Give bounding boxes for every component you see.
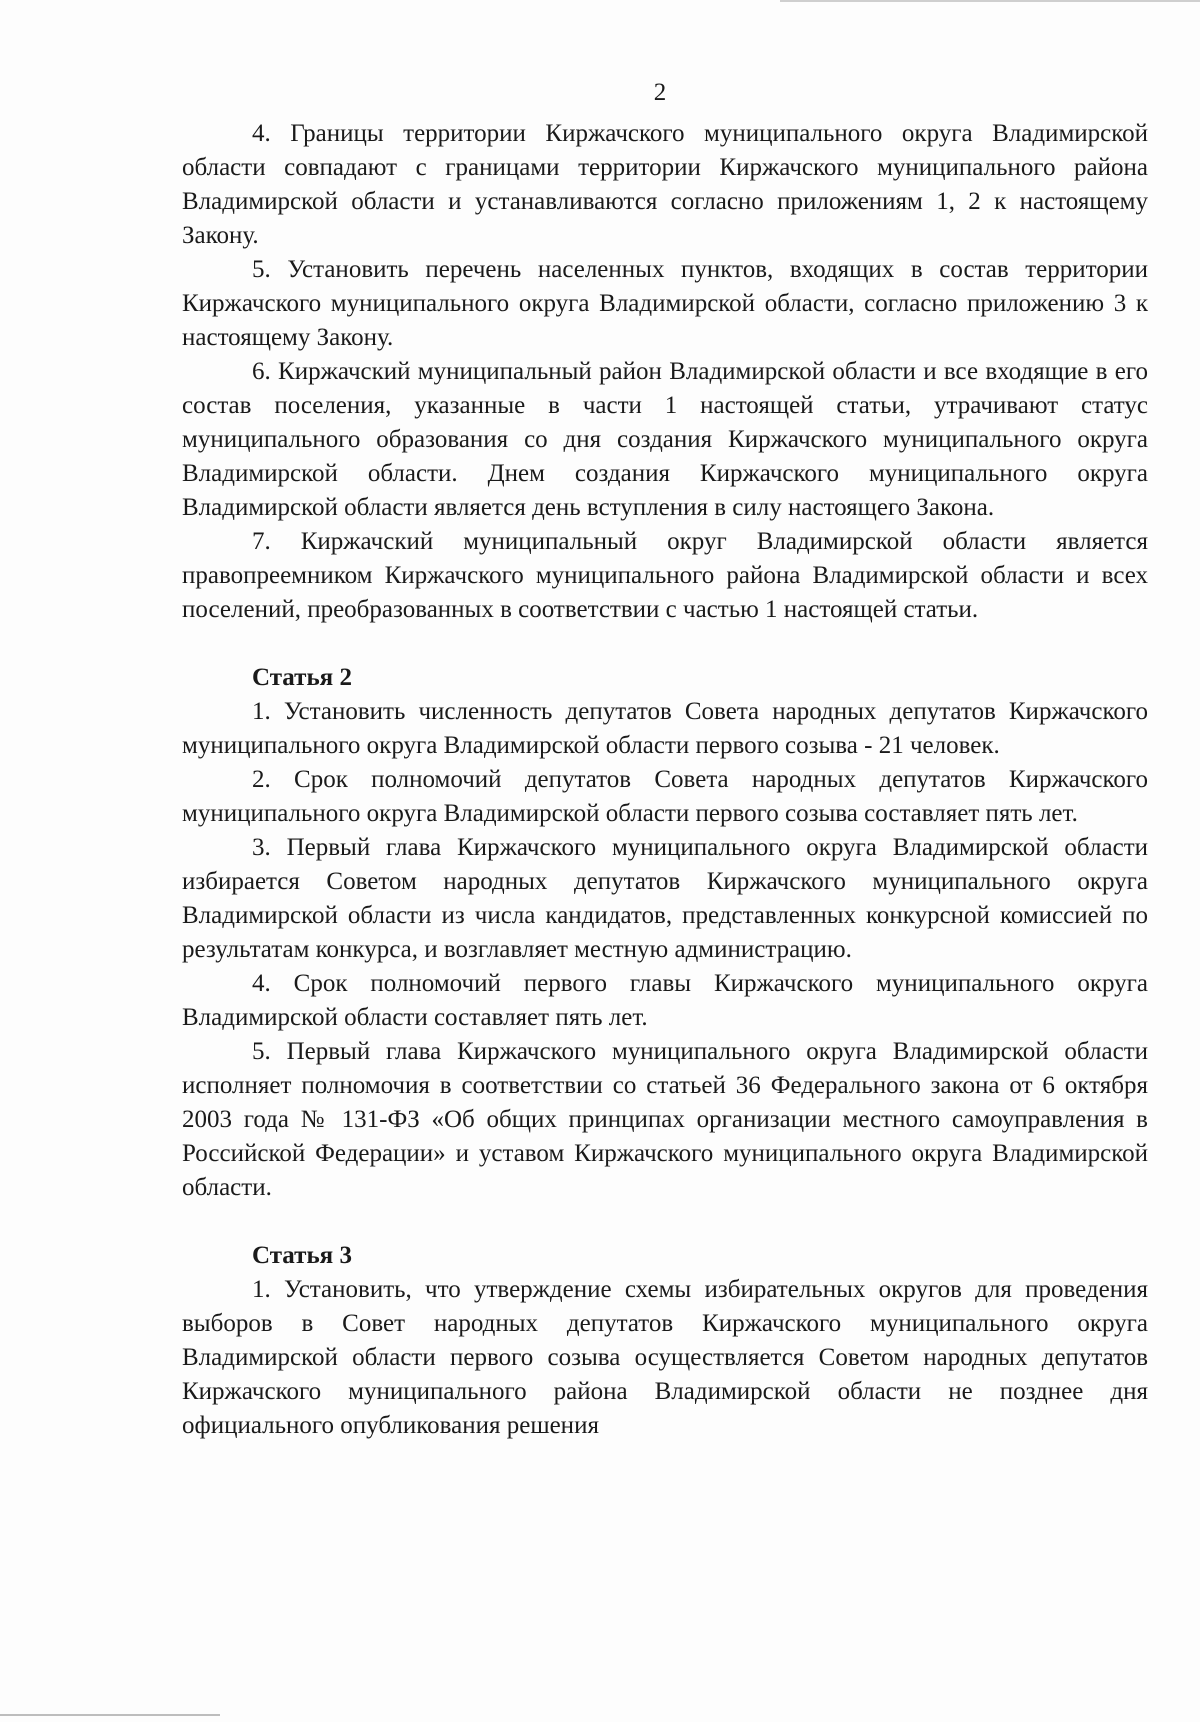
- article-3-title: Статья 3: [252, 1242, 352, 1269]
- article-1-part-4: 4. Границы территории Киржачского муниципального округа Владимирской области совпадают с границами территории Киржачского муниципального района Владимирской области и устанавливаются согласно приложениям 1, 2 к настоящему Закону.: [182, 120, 1148, 249]
- document-body: [182, 117, 1148, 1443]
- bottom-edge-rule: [0, 1714, 220, 1716]
- article-1-part-7: 7. Киржачский муниципальный округ Владимирской области является правопреемником Киржачского муниципального района Владимирской области и всех поселений, преобразованных в соответствии с частью 1 настоящей статьи.: [182, 528, 1148, 623]
- article-1-continuation: [182, 117, 1148, 627]
- article-2-part-1: 1. Установить численность депутатов Совета народных депутатов Киржачского муниципального округа Владимирской области первого созыва - 21 человек.: [182, 698, 1148, 759]
- article-2-part-3: 3. Первый глава Киржачского муниципального округа Владимирской области избирается Советом народных депутатов Киржачского муниципального округа Владимирской области из числа кандидатов, представленных конкурсной комиссией по результатам конкурса, и возглавляет местную администрацию.: [182, 834, 1148, 963]
- page-number: 2: [653, 79, 667, 106]
- article-1-part-5: 5. Установить перечень населенных пунктов, входящих в состав территории Киржачского муниципального округа Владимирской области, согласно приложению 3 к настоящему Закону.: [182, 256, 1148, 351]
- article-2-part-5: 5. Первый глава Киржачского муниципального округа Владимирской области исполняет полномочия в соответствии со статьей 36 Федерального закона от 6 октября 2003 года № 131-ФЗ «Об общих принципах организации местного самоуправления в Российской Федерации» и уставом Киржачского муниципального округа Владимирской области.: [182, 1038, 1148, 1201]
- article-1-part-6: 6. Киржачский муниципальный район Владимирской области и все входящие в его состав поселения, указанные в части 1 настоящей статьи, утрачивают статус муниципального образования со дня создания Киржачского муниципального округа Владимирской области. Днем создания Киржачского муниципального округа Владимирской области является день вступления в силу настоящего Закона.: [182, 358, 1148, 521]
- article-2-part-4: 4. Срок полномочий первого главы Киржачского муниципального округа Владимирской области составляет пять лет.: [182, 970, 1148, 1031]
- article-2-title: Статья 2: [252, 664, 352, 691]
- article-2-part-2: 2. Срок полномочий депутатов Совета народных депутатов Киржачского муниципального округа Владимирской области первого созыва составляет пять лет.: [182, 766, 1148, 827]
- article-3: [182, 1239, 1148, 1443]
- article-2: [182, 661, 1148, 1205]
- article-3-part-1: 1. Установить, что утверждение схемы избирательных округов для проведения выборов в Совет народных депутатов Киржачского муниципального округа Владимирской области первого созыва осуществляется Советом народных депутатов Киржачского муниципального района Владимирской области не позднее дня официального опубликования решения: [182, 1276, 1148, 1439]
- top-edge-rule: [780, 0, 1200, 2]
